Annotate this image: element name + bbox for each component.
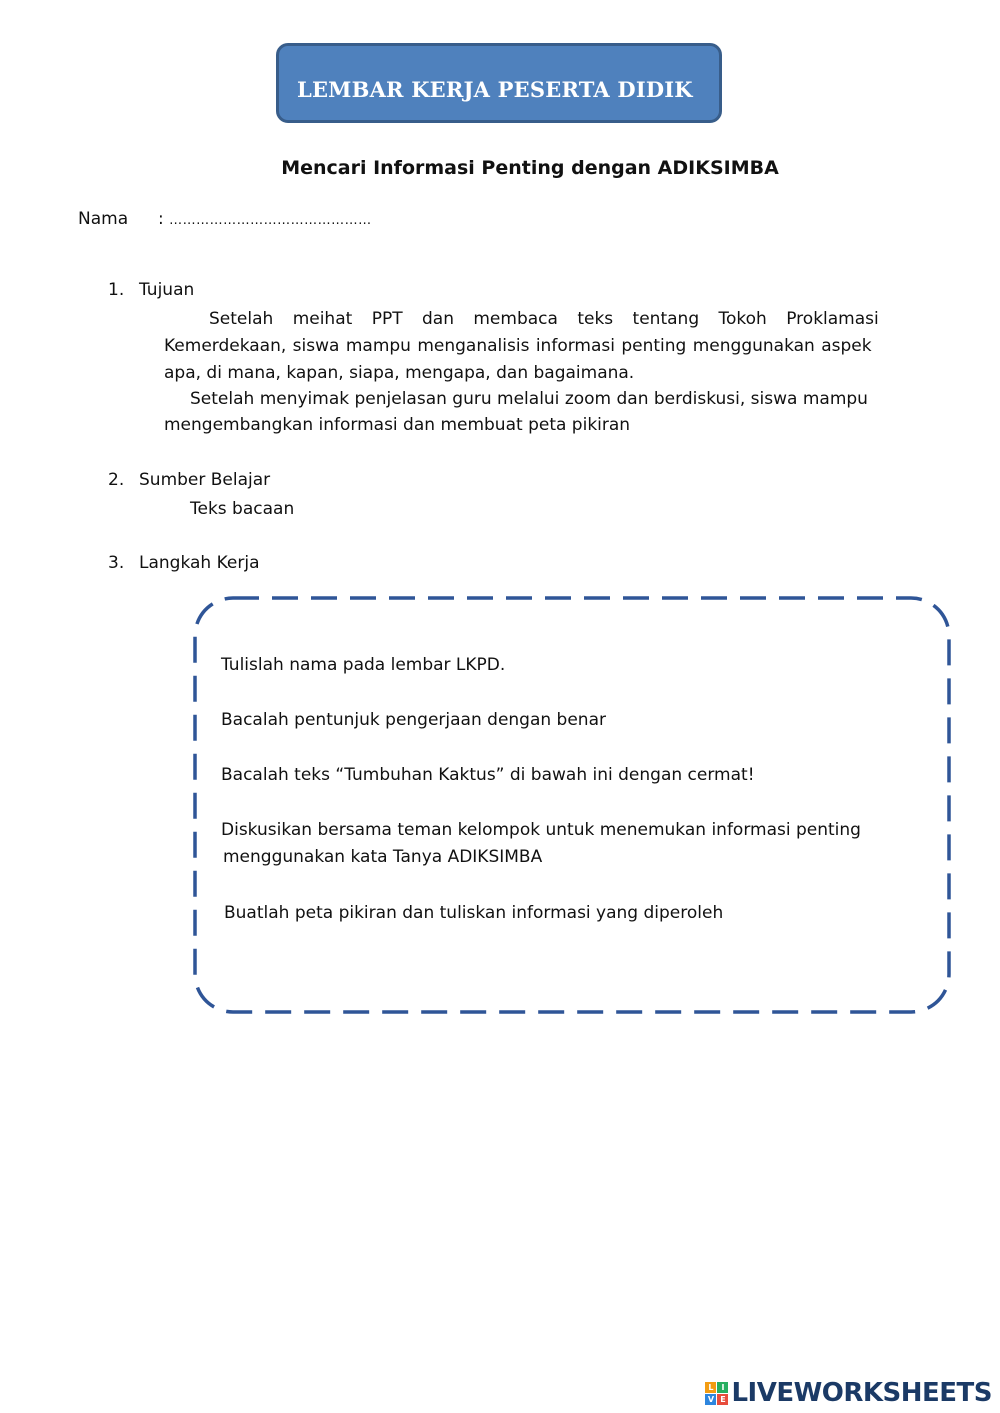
section-title: Tujuan	[139, 280, 195, 300]
name-input-dots[interactable]: ………………………………………	[169, 213, 372, 228]
name-label: Nama	[78, 209, 129, 229]
liveworksheets-footer	[705, 1378, 992, 1408]
worksheet-header-title: LEMBAR KERJA PESERTA DIDIK	[297, 77, 693, 102]
section-number: 1.	[108, 280, 125, 300]
document-title: Mencari Informasi Penting dengan ADIKSIMBA	[281, 157, 779, 179]
sumber-belajar-text: Teks bacaan	[190, 499, 295, 519]
section-number: 3.	[108, 553, 125, 573]
logo-letter: I	[717, 1382, 728, 1393]
step-item: Tulislah nama pada lembar LKPD.	[221, 655, 506, 675]
liveworksheets-brand: LIVEWORKSHEETS	[731, 1378, 992, 1408]
tujuan-line: apa, di mana, kapan, siapa, mengapa, dan bagaimana.	[164, 363, 635, 383]
tujuan-line: Setelah menyimak penjelasan guru melalui zoom dan berdiskusi, siswa mampu	[190, 389, 868, 409]
name-colon: :	[158, 209, 164, 229]
step-item: menggunakan kata Tanya ADIKSIMBA	[223, 847, 543, 867]
step-item: Bacalah teks “Tumbuhan Kaktus” di bawah ini dengan cermat!	[221, 765, 755, 785]
step-item: Diskusikan bersama teman kelompok untuk menemukan informasi penting	[221, 820, 861, 840]
step-item: Buatlah peta pikiran dan tuliskan informasi yang diperoleh	[224, 903, 724, 923]
tujuan-line: Setelah meihat PPT dan membaca teks tentang Tokoh Proklamasi	[209, 309, 879, 329]
section-number: 2.	[108, 470, 125, 490]
tujuan-line: Kemerdekaan, siswa mampu menganalisis informasi penting menggunakan aspek	[164, 336, 872, 356]
logo-letter: E	[717, 1394, 728, 1405]
section-title: Langkah Kerja	[139, 553, 260, 573]
logo-letter: L	[705, 1382, 716, 1393]
step-item: Bacalah pentunjuk pengerjaan dengan benar	[221, 710, 606, 730]
liveworksheets-logo-icon	[705, 1382, 728, 1405]
tujuan-line: mengembangkan informasi dan membuat peta pikiran	[164, 415, 631, 435]
logo-letter: V	[705, 1394, 716, 1405]
section-title: Sumber Belajar	[139, 470, 271, 490]
